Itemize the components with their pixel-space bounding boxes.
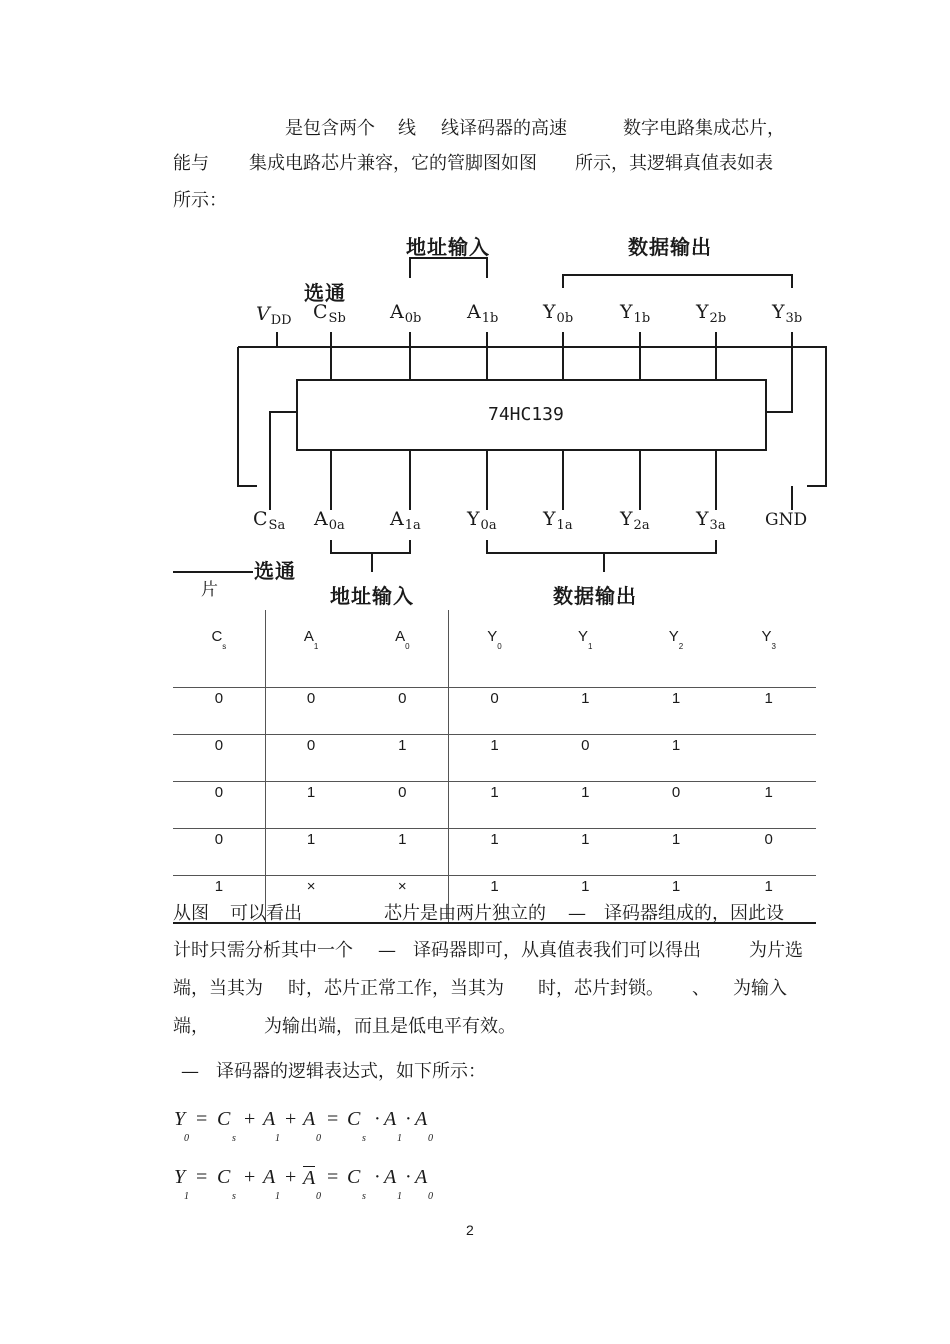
analysis-seg: 计时只需分析其中一个 [173, 940, 353, 961]
analysis-line-4 [0, 1008, 950, 1046]
table-cell: 0 [356, 688, 448, 735]
th-y3: $Y_3$ [721, 610, 816, 688]
eq-symbol: A [263, 1166, 276, 1188]
th-cs: $C_s$ [173, 610, 265, 688]
eq-symbol: A [384, 1166, 397, 1188]
pin-y2b: $Y_{2b}$ [696, 301, 727, 326]
table-row [173, 782, 816, 829]
th-y0: $Y_0$ [449, 610, 540, 688]
eq-symbol: C [347, 1108, 361, 1130]
eq-symbol: A [303, 1167, 316, 1189]
eq-sub: 1 [397, 1191, 402, 1202]
table-cell: 1 [540, 782, 631, 829]
table-row [173, 829, 816, 876]
eq-symbol: + [244, 1108, 256, 1130]
analysis-seg: 从图 [173, 903, 209, 924]
table-cell: 0 [449, 688, 540, 735]
table-cell: 0 [265, 735, 356, 782]
eq-sub: 0 [316, 1191, 321, 1202]
eq-symbol: + [244, 1166, 256, 1188]
eq-sub: s [362, 1191, 366, 1202]
analysis-seg: 可以看出 [230, 903, 302, 924]
table-row [173, 688, 816, 735]
pin-vdd: $V_{DD}$ [256, 303, 292, 328]
eq-sub: s [232, 1133, 236, 1144]
table-cell: 0 [265, 688, 356, 735]
analysis-seg: 、 [692, 978, 710, 999]
eq-symbol: = [196, 1166, 208, 1188]
address-input-label-top: 地址输入 [406, 235, 490, 259]
analysis-seg: 端，当其为 [173, 978, 263, 999]
eq-symbol: · [374, 1108, 381, 1130]
pin-y1b: $Y_{1b}$ [620, 301, 651, 326]
eq-symbol: Y [174, 1108, 186, 1130]
analysis-seg: 为输入 [733, 978, 787, 999]
pin-a1b: $A_{1b}$ [467, 301, 499, 326]
eq-symbol: A [303, 1108, 316, 1130]
intro-seg: 集成电路芯片兼容，它的管脚图如图 [249, 153, 537, 174]
pin-a0b: $A_{0b}$ [390, 301, 422, 326]
table-cell: 1 [356, 829, 448, 876]
pin-csa: $C_{Sa}$ [253, 508, 286, 533]
table-cell: 0 [173, 829, 265, 876]
eq-sub: 1 [184, 1191, 189, 1202]
table-cell: 1 [721, 688, 816, 735]
eq-symbol: = [327, 1108, 339, 1130]
table-row [173, 735, 816, 782]
analysis-line-5 [0, 1053, 950, 1091]
pin-y1a: $Y_{1a}$ [543, 508, 573, 533]
intro-seg: 能与 [173, 153, 209, 174]
table-cell: 0 [173, 782, 265, 829]
pin-y0b: $Y_{0b}$ [543, 301, 574, 326]
analysis-seg: 译码器的逻辑表达式，如下所示： [216, 1061, 486, 1082]
th-y2: $Y_2$ [631, 610, 722, 688]
table-cell: 1 [356, 735, 448, 782]
intro-seg: 数字电路集成芯片， [623, 118, 785, 139]
eq-sub: 0 [428, 1191, 433, 1202]
eq-symbol: · [374, 1166, 381, 1188]
table-cell: 0 [540, 735, 631, 782]
eq-sub: 1 [275, 1133, 280, 1144]
eq-symbol: · [405, 1108, 412, 1130]
eq-sub: 0 [184, 1133, 189, 1144]
eq-symbol: C [347, 1166, 361, 1188]
analysis-seg: 端， [173, 1016, 209, 1037]
pin-y3a: $Y_{3a}$ [696, 508, 726, 533]
table-cell: 1 [449, 829, 540, 876]
table-cell: 1 [265, 829, 356, 876]
equation-y0 [0, 1108, 950, 1148]
table-cell: 1 [631, 876, 722, 924]
eq-symbol: C [217, 1108, 231, 1130]
th-a0: $A_0$ [356, 610, 448, 688]
truth-table [173, 610, 816, 924]
select-label-bottom: 选通 [254, 559, 296, 583]
table-cell: 1 [449, 735, 540, 782]
truth-table-header [173, 610, 816, 688]
eq-symbol: A [263, 1108, 276, 1130]
table-cell: 1 [449, 782, 540, 829]
table-cell: 1 [540, 829, 631, 876]
eq-symbol: + [285, 1108, 297, 1130]
table-cell: × [356, 876, 448, 924]
eq-symbol: A [384, 1108, 397, 1130]
data-output-label-bottom: 数据输出 [553, 584, 637, 608]
analysis-seg: — [181, 1061, 199, 1082]
analysis-seg: 译码器即可，从真值表我们可以得出 [413, 940, 701, 961]
eq-symbol: = [196, 1108, 208, 1130]
eq-sub: s [232, 1191, 236, 1202]
analysis-seg: 芯片是由两片独立的 [384, 903, 546, 924]
table-cell: 1 [631, 688, 722, 735]
table-cell: 1 [449, 876, 540, 924]
table-cell: 1 [721, 782, 816, 829]
pin-csb: $C_{Sb}$ [313, 301, 346, 326]
table-cell: 0 [631, 782, 722, 829]
eq-symbol: = [327, 1166, 339, 1188]
analysis-seg: — [378, 940, 396, 961]
analysis-seg: 时，芯片封锁。 [538, 978, 664, 999]
table-cell: 0 [721, 829, 816, 876]
address-input-label-bottom: 地址输入 [330, 584, 414, 608]
eq-sub: 0 [428, 1133, 433, 1144]
eq-symbol: · [405, 1166, 412, 1188]
pin-y2a: $Y_{2a}$ [620, 508, 650, 533]
table-cell: 1 [265, 782, 356, 829]
analysis-line-2 [0, 932, 950, 970]
eq-sub: 0 [316, 1133, 321, 1144]
analysis-line-1 [0, 895, 950, 933]
table-cell: 0 [173, 735, 265, 782]
pin-y3b: $Y_{3b}$ [772, 301, 803, 326]
eq-symbol: C [217, 1166, 231, 1188]
select-label-top: 选通 [304, 281, 346, 305]
analysis-seg: — [568, 903, 586, 924]
table-cell: 1 [721, 876, 816, 924]
eq-symbol: A [415, 1108, 428, 1130]
pin-diagram [0, 0, 950, 620]
intro-seg: 线译码器的高速 [441, 118, 567, 139]
eq-symbol: Y [174, 1166, 186, 1188]
th-y1: $Y_1$ [540, 610, 631, 688]
th-a1: $A_1$ [265, 610, 356, 688]
table-cell: 0 [173, 688, 265, 735]
eq-sub: 1 [275, 1191, 280, 1202]
table-cell: × [265, 876, 356, 924]
analysis-seg: 译码器组成的，因此设 [604, 903, 784, 924]
pin-gnd: GND [765, 510, 808, 530]
pin-y0a: $Y_{0a}$ [467, 508, 497, 533]
intro-seg: 所示，其逻辑真值表如表 [575, 153, 773, 174]
table-cell: 1 [631, 829, 722, 876]
eq-symbol: A [415, 1166, 428, 1188]
chip-label: 74HC139 [488, 404, 564, 425]
intro-seg: 线 [398, 118, 416, 139]
analysis-seg: 为片选 [749, 940, 803, 961]
table-cell: 1 [540, 688, 631, 735]
intro-line-3: 所示： [173, 190, 227, 211]
eq-sub: 1 [397, 1133, 402, 1144]
table-top-rule [173, 571, 253, 573]
intro-seg: 是包含两个 [285, 118, 375, 139]
page-number: 2 [466, 1222, 474, 1238]
analysis-seg: 为输出端，而且是低电平有效。 [264, 1016, 516, 1037]
analysis-line-3 [0, 970, 950, 1008]
table-caption-fragment: 片 [201, 580, 218, 600]
data-output-label-top: 数据输出 [628, 235, 712, 259]
table-cell: 1 [631, 735, 722, 782]
analysis-seg: 时，芯片正常工作，当其为 [288, 978, 504, 999]
equation-y1 [0, 1166, 950, 1206]
table-cell: 1 [173, 876, 265, 924]
table-cell [721, 735, 816, 782]
eq-sub: s [362, 1133, 366, 1144]
table-cell: 1 [540, 876, 631, 924]
eq-symbol: + [285, 1166, 297, 1188]
pin-a1a: $A_{1a}$ [390, 508, 421, 533]
table-cell: 0 [356, 782, 448, 829]
pin-a0a: $A_{0a}$ [314, 508, 345, 533]
